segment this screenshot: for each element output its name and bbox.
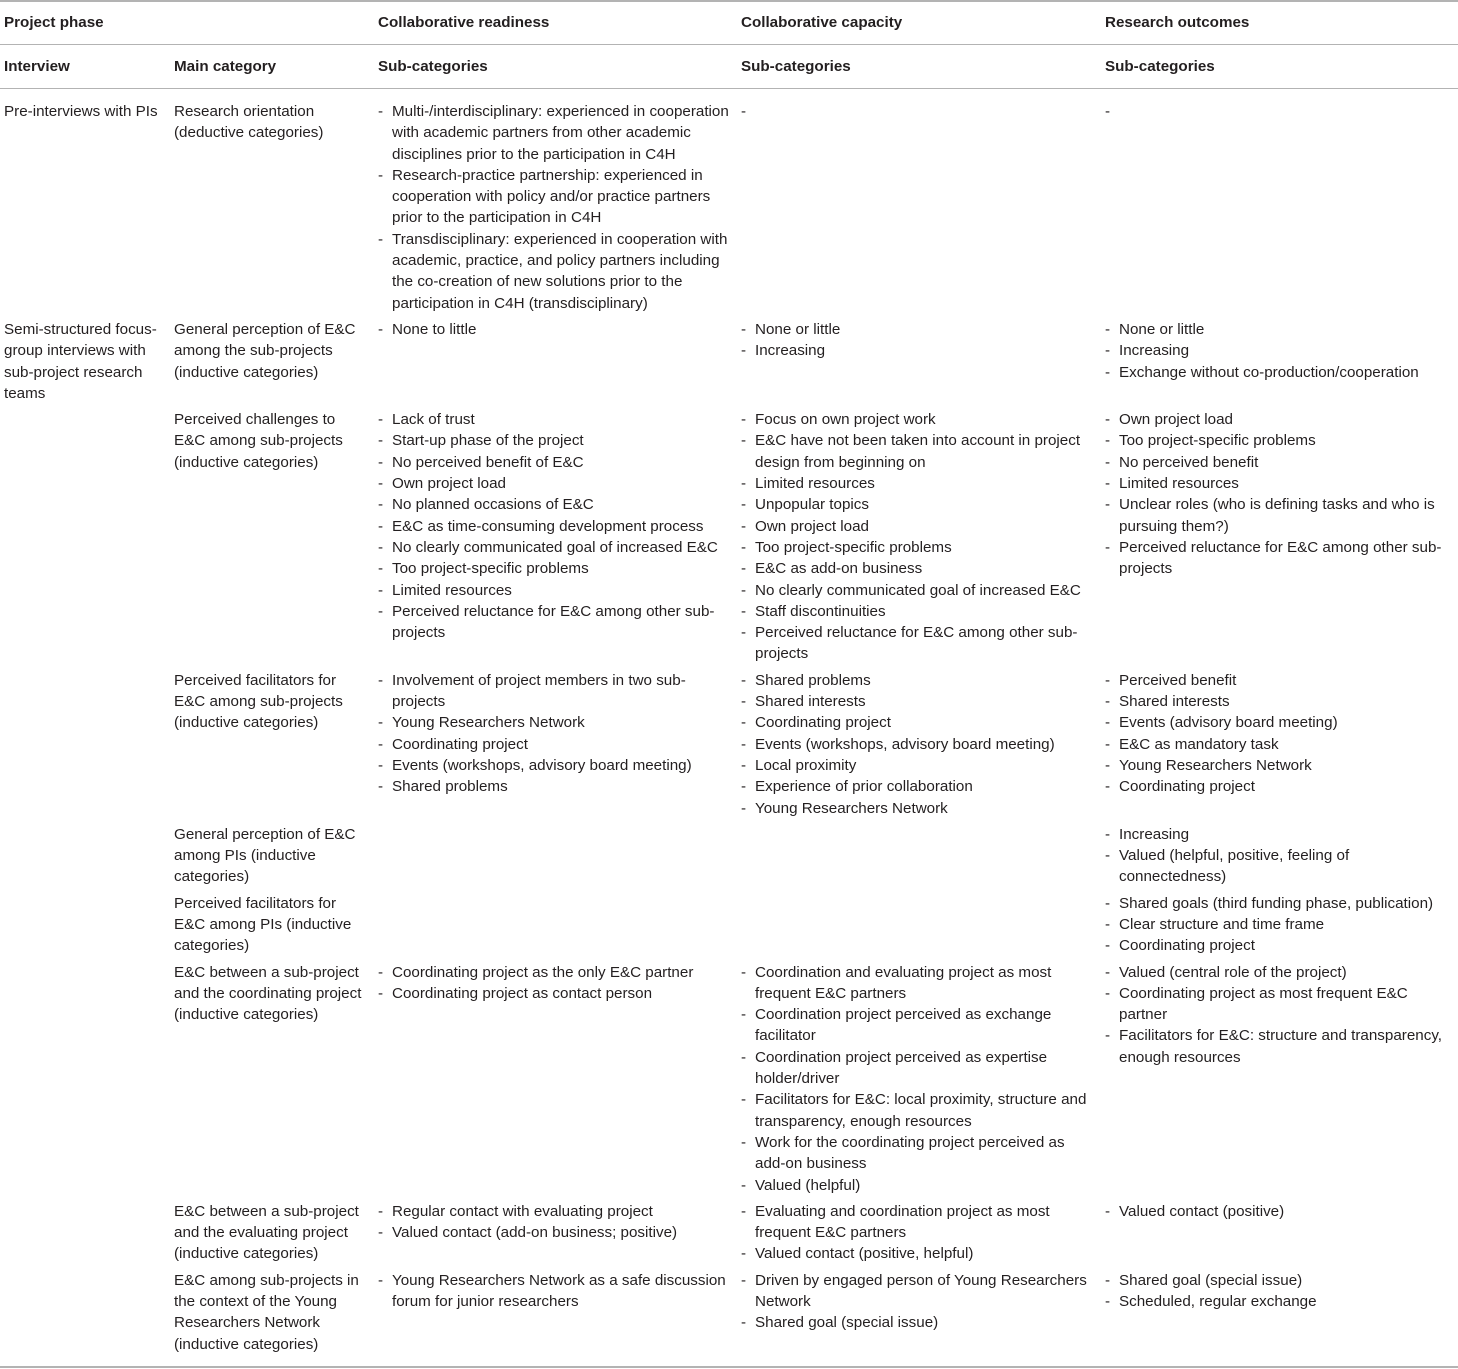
list-item: - Shared interests (1105, 691, 1454, 712)
list-item: - Experience of prior collaboration (741, 776, 1097, 797)
list-item: - Facilitators for E&C: structure and transparency, enough resources (1105, 1025, 1454, 1068)
table-row (0, 962, 1458, 1201)
list-item: - Shared problems (741, 670, 1097, 691)
readiness-cell (374, 89, 737, 319)
interview-cell: Semi-structured focus-group interviews with sub-project research teams (4, 320, 157, 402)
list-item: - Valued (helpful) (741, 1175, 1097, 1196)
main-category-cell: Perceived challenges to E&C among sub-projects (inductive categories) (174, 411, 343, 471)
sub-category-list (1105, 893, 1454, 957)
list-item: - No planned occasions of E&C (378, 494, 733, 515)
list-item: - Involvement of project members in two sub-projects (378, 670, 733, 713)
readiness-cell (374, 893, 737, 962)
header-sub-categories-capacity: Sub-categories (737, 45, 1101, 89)
main-category-cell: General perception of E&C among the sub-projects (inductive categories) (174, 320, 356, 381)
list-item: - None to little (378, 319, 733, 340)
sub-category-list (378, 962, 733, 1005)
list-item: - Perceived benefit (1105, 670, 1454, 691)
list-item: - Young Researchers Network (378, 712, 733, 733)
sub-category-list (1105, 670, 1454, 798)
sub-category-list (378, 319, 733, 340)
list-item: - None or little (1105, 319, 1454, 340)
header-collaborative-readiness: Collaborative readiness (374, 1, 737, 45)
list-item: - Unclear roles (who is defining tasks and who is pursuing them?) (1105, 494, 1454, 537)
list-item: - Limited resources (1105, 473, 1454, 494)
sub-category-list (378, 409, 733, 643)
table-row (0, 1201, 1458, 1270)
list-item: - Perceived reluctance for E&C among other sub-projects (1105, 537, 1454, 580)
list-item: - Young Researchers Network as a safe discussion forum for junior researchers (378, 1270, 733, 1313)
list-item: - Unpopular topics (741, 494, 1097, 515)
list-item: - Driven by engaged person of Young Researchers Network (741, 1270, 1097, 1313)
list-item: - Coordination project perceived as expertise holder/driver (741, 1047, 1097, 1090)
readiness-cell (374, 1201, 737, 1270)
list-item: - Evaluating and coordination project as most frequent E&C partners (741, 1201, 1097, 1244)
list-item: - No clearly communicated goal of increased E&C (741, 580, 1097, 601)
sub-category-list (741, 1201, 1097, 1265)
list-item: - Valued contact (positive) (1105, 1201, 1454, 1222)
sub-category-list (741, 319, 1097, 362)
sub-category-list (741, 409, 1097, 665)
list-item: - Valued (helpful, positive, feeling of connectedness) (1105, 845, 1454, 888)
table-row (0, 824, 1458, 893)
list-item: - Events (advisory board meeting) (1105, 712, 1454, 733)
header-main-category: Main category (170, 45, 374, 89)
sub-category-list (1105, 824, 1454, 888)
capacity-cell (737, 319, 1101, 409)
sub-category-list (378, 670, 733, 798)
list-item: - Increasing (1105, 824, 1454, 845)
list-item: - Increasing (741, 340, 1097, 361)
list-item: - Facilitators for E&C: local proximity, structure and transparency, enough resources (741, 1089, 1097, 1132)
list-item: - Coordinating project (1105, 776, 1454, 797)
table-row (0, 670, 1458, 824)
list-item: - Shared goal (special issue) (1105, 1270, 1454, 1291)
interview-cell (0, 1201, 170, 1270)
list-item: - Coordinating project as most frequent E&C partner (1105, 983, 1454, 1026)
table-row (0, 1270, 1458, 1367)
capacity-cell (737, 1201, 1101, 1270)
outcomes-cell (1101, 824, 1458, 893)
list-item: - Events (workshops, advisory board meeting) (741, 734, 1097, 755)
list-item: - Events (workshops, advisory board meeting) (378, 755, 733, 776)
outcomes-cell (1101, 89, 1458, 319)
sub-category-list (1105, 962, 1454, 1068)
table-row (0, 893, 1458, 962)
list-item: - E&C as add-on business (741, 558, 1097, 579)
list-item: - Valued contact (positive, helpful) (741, 1243, 1097, 1264)
header-project-phase: Project phase (0, 1, 170, 45)
header-row-sub (0, 45, 1458, 89)
header-row-phase (0, 1, 1458, 45)
list-item: - Shared problems (378, 776, 733, 797)
interview-cell (0, 1270, 170, 1367)
outcomes-cell (1101, 1270, 1458, 1367)
table-row (0, 319, 1458, 409)
table-row (0, 89, 1458, 319)
header-sub-categories-outcomes: Sub-categories (1101, 45, 1458, 89)
list-item: - No perceived benefit (1105, 452, 1454, 473)
list-item: - Coordination project perceived as exchange facilitator (741, 1004, 1097, 1047)
sub-category-list (378, 1270, 733, 1313)
list-item: - Local proximity (741, 755, 1097, 776)
list-item: - Young Researchers Network (1105, 755, 1454, 776)
list-item: - Perceived reluctance for E&C among other sub-projects (741, 622, 1097, 665)
readiness-cell (374, 824, 737, 893)
list-item: - Shared interests (741, 691, 1097, 712)
list-item: - Valued contact (add-on business; positive) (378, 1222, 733, 1243)
list-item: - Coordinating project as the only E&C partner (378, 962, 733, 983)
interview-cell (0, 893, 170, 962)
main-category-cell: Research orientation (deductive categories) (174, 103, 324, 142)
main-category-cell: Perceived facilitators for E&C among PIs (inductive categories) (174, 894, 352, 955)
list-item: - E&C as mandatory task (1105, 734, 1454, 755)
sub-category-list (741, 670, 1097, 819)
empty-marker: - (741, 103, 747, 120)
list-item: - Shared goal (special issue) (741, 1312, 1097, 1333)
list-item: - No clearly communicated goal of increased E&C (378, 537, 733, 558)
main-category-cell: E&C between a sub-project and the evaluating project (inductive categories) (174, 1202, 359, 1263)
main-category-cell: Perceived facilitators for E&C among sub-projects (inductive categories) (174, 671, 343, 732)
list-item: - Too project-specific problems (1105, 430, 1454, 451)
header-interview: Interview (0, 45, 170, 89)
list-item: - Start-up phase of the project (378, 430, 733, 451)
sub-category-list (1105, 1270, 1454, 1313)
interview-cell (0, 670, 170, 824)
list-item: - Valued (central role of the project) (1105, 962, 1454, 983)
list-item: - Too project-specific problems (378, 558, 733, 579)
header-sub-categories-readiness: Sub-categories (374, 45, 737, 89)
list-item: - Scheduled, regular exchange (1105, 1291, 1454, 1312)
sub-category-list (741, 962, 1097, 1196)
capacity-cell (737, 962, 1101, 1201)
list-item: - Work for the coordinating project perceived as add-on business (741, 1132, 1097, 1175)
table-body (0, 89, 1458, 1367)
interview-cell (0, 824, 170, 893)
outcomes-cell (1101, 670, 1458, 824)
capacity-cell (737, 409, 1101, 670)
capacity-cell (737, 89, 1101, 319)
sub-category-list (741, 1270, 1097, 1334)
list-item: - Lack of trust (378, 409, 733, 430)
outcomes-cell (1101, 962, 1458, 1201)
outcomes-cell (1101, 319, 1458, 409)
capacity-cell (737, 824, 1101, 893)
outcomes-cell (1101, 409, 1458, 670)
list-item: - Regular contact with evaluating project (378, 1201, 733, 1222)
list-item: - Coordinating project (741, 712, 1097, 733)
header-empty (170, 1, 374, 45)
sub-category-list (1105, 409, 1454, 579)
outcomes-cell (1101, 1201, 1458, 1270)
list-item: - Exchange without co-production/cooperation (1105, 362, 1454, 383)
capacity-cell (737, 893, 1101, 962)
list-item: - Coordinating project (378, 734, 733, 755)
empty-marker: - (1105, 103, 1111, 120)
list-item: - Research-practice partnership: experienced in cooperation with policy and/or practice partners prior to the participation in C4H (378, 165, 733, 229)
list-item: - Coordinating project as contact person (378, 983, 733, 1004)
list-item: - Perceived reluctance for E&C among other sub-projects (378, 601, 733, 644)
list-item: - Shared goals (third funding phase, publication) (1105, 893, 1454, 914)
capacity-cell (737, 670, 1101, 824)
sub-category-list (378, 1201, 733, 1244)
table-row (0, 409, 1458, 670)
readiness-cell (374, 1270, 737, 1367)
interview-cell (0, 409, 170, 670)
list-item: - Staff discontinuities (741, 601, 1097, 622)
readiness-cell (374, 409, 737, 670)
list-item: - Too project-specific problems (741, 537, 1097, 558)
list-item: - Clear structure and time frame (1105, 914, 1454, 935)
main-category-cell: E&C between a sub-project and the coordinating project (inductive categories) (174, 963, 362, 1024)
list-item: - E&C as time-consuming development process (378, 516, 733, 537)
list-item: - Limited resources (741, 473, 1097, 494)
readiness-cell (374, 670, 737, 824)
list-item: - Coordination and evaluating project as most frequent E&C partners (741, 962, 1097, 1005)
interview-cell: Pre-interviews with PIs (4, 103, 158, 120)
readiness-cell (374, 962, 737, 1201)
list-item: - Coordinating project (1105, 935, 1454, 956)
list-item: - Focus on own project work (741, 409, 1097, 430)
sub-category-list (378, 101, 733, 314)
list-item: - None or little (741, 319, 1097, 340)
outcomes-cell (1101, 893, 1458, 962)
list-item: - Limited resources (378, 580, 733, 601)
main-category-cell: General perception of E&C among PIs (inductive categories) (174, 825, 356, 886)
sub-category-list (1105, 319, 1454, 383)
header-research-outcomes: Research outcomes (1101, 1, 1458, 45)
list-item: - Own project load (1105, 409, 1454, 430)
list-item: - Transdisciplinary: experienced in cooperation with academic, practice, and policy partners including the co-creation of new solutions prior to the participation in C4H (transdisciplinary) (378, 229, 733, 314)
header-collaborative-capacity: Collaborative capacity (737, 1, 1101, 45)
sub-category-list (1105, 1201, 1454, 1222)
list-item: - E&C have not been taken into account in project design from beginning on (741, 430, 1097, 473)
capacity-cell (737, 1270, 1101, 1367)
list-item: - Increasing (1105, 340, 1454, 361)
list-item: - Own project load (378, 473, 733, 494)
list-item: - No perceived benefit of E&C (378, 452, 733, 473)
readiness-cell (374, 319, 737, 409)
interview-cell (0, 962, 170, 1201)
list-item: - Young Researchers Network (741, 798, 1097, 819)
list-item: - Multi-/interdisciplinary: experienced in cooperation with academic partners from other academic disciplines prior to the participation in C4H (378, 101, 733, 165)
list-item: - Own project load (741, 516, 1097, 537)
main-category-cell: E&C among sub-projects in the context of the Young Researchers Network (inductive categories) (170, 1270, 374, 1367)
